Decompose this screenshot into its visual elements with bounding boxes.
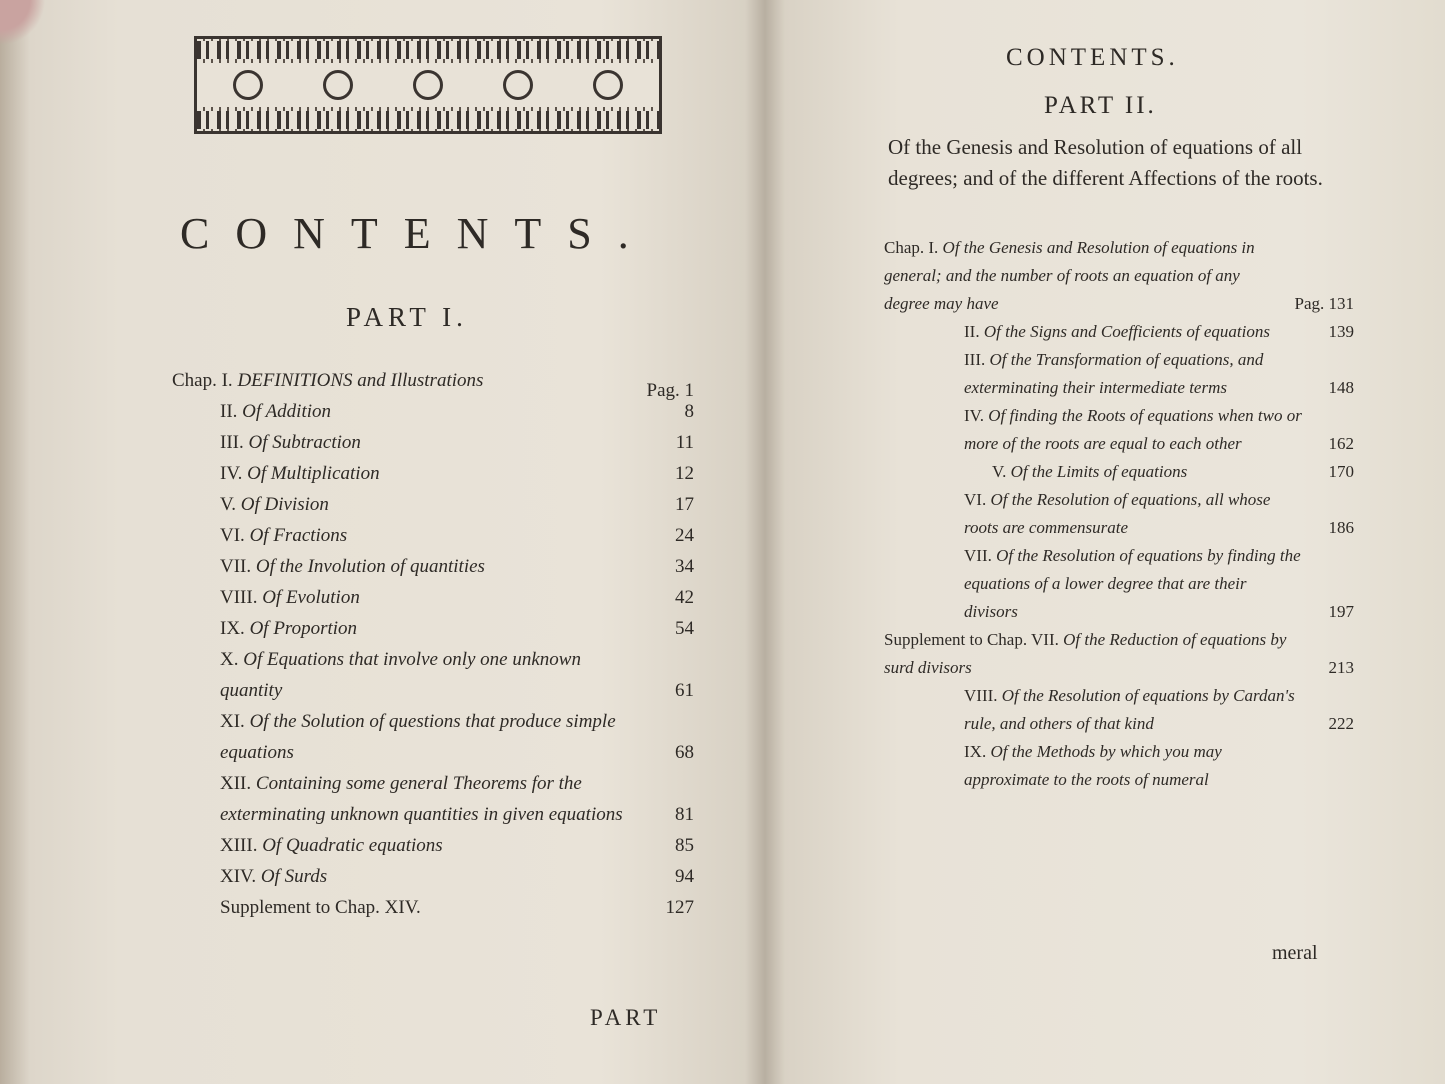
toc-entry: VI. Of Fractions 24 [220, 525, 694, 546]
toc-entry: II. Of the Signs and Coefficients of equations 139 [964, 322, 1354, 341]
catchword: PART [590, 1005, 662, 1030]
toc-entry: X. Of Equations that involve only one unknown quantity 61 [220, 649, 694, 701]
toc-entry: VII. Of the Involution of quantities 34 [220, 556, 694, 577]
left-page [150, 0, 710, 1084]
toc-entry: V. Of the Limits of equations 170 [992, 462, 1354, 481]
toc-entry: VI. Of the Resolution of equations, all whose roots are commensurate 186 [964, 490, 1354, 537]
ornament-band-bottom [197, 111, 659, 129]
toc-entry: VIII. Of the Resolution of equations by Cardan's rule, and others of that kind 222 [964, 686, 1354, 733]
toc-entry: XIII. Of Quadratic equations 85 [220, 835, 694, 856]
ornament-middle [203, 63, 653, 107]
running-head: CONTENTS. [1006, 44, 1179, 71]
toc-entry: III. Of Subtraction 11 [220, 432, 694, 453]
part-one-heading: PART I. [346, 302, 468, 332]
toc-entry: Chap. I. Of the Genesis and Resolution of equations in general; and the number of roots an equation of any degree may have Pag. 131 [884, 238, 1354, 313]
toc-entry: II. Of Addition 8 [220, 401, 694, 422]
headpiece-ornament [194, 36, 662, 134]
part-two-toc [884, 234, 1354, 794]
right-page [880, 0, 1380, 1084]
toc-entry: III. Of the Transformation of equations, and exterminating their intermediate terms 148 [964, 350, 1354, 397]
toc-entry: XI. Of the Solution of questions that produce simple equations 68 [220, 711, 694, 763]
toc-entry: VII. Of the Resolution of equations by finding the equations of a lower degree that are their divisors 197 [964, 546, 1354, 621]
ornament-band-top [197, 41, 659, 59]
toc-entry: XIV. Of Surds 94 [220, 866, 694, 887]
toc-entry: Chap. I. DEFINITIONS and Illustrations Pag. 1 [172, 370, 694, 401]
toc-entry: IX. Of Proportion 54 [220, 618, 694, 639]
toc-entry: Supplement to Chap. XIV. 127 [220, 897, 694, 918]
toc-entry: IX. Of the Methods by which you may approximate to the roots of numeral [964, 742, 1222, 789]
catchword: meral [1272, 942, 1318, 964]
contents-title: CONTENTS. [180, 209, 655, 258]
toc-entry: XII. Containing some general Theorems for the exterminating unknown quantities in given equations 81 [220, 773, 694, 825]
page-corner [0, 0, 60, 60]
part-one-toc [172, 365, 694, 923]
part-two-description: Of the Genesis and Resolution of equations of all degrees; and of the different Affections of the roots. [888, 135, 1323, 190]
toc-entry: Supplement to Chap. VII. Of the Reduction of equations by surd divisors 213 [884, 630, 1354, 677]
toc-entry: IV. Of Multiplication 12 [220, 463, 694, 484]
part-two-heading: PART II. [1044, 92, 1157, 119]
toc-entry: V. Of Division 17 [220, 494, 694, 515]
toc-entry: VIII. Of Evolution 42 [220, 587, 694, 608]
toc-entry: IV. Of finding the Roots of equations when two or more of the roots are equal to each other 162 [964, 406, 1354, 453]
